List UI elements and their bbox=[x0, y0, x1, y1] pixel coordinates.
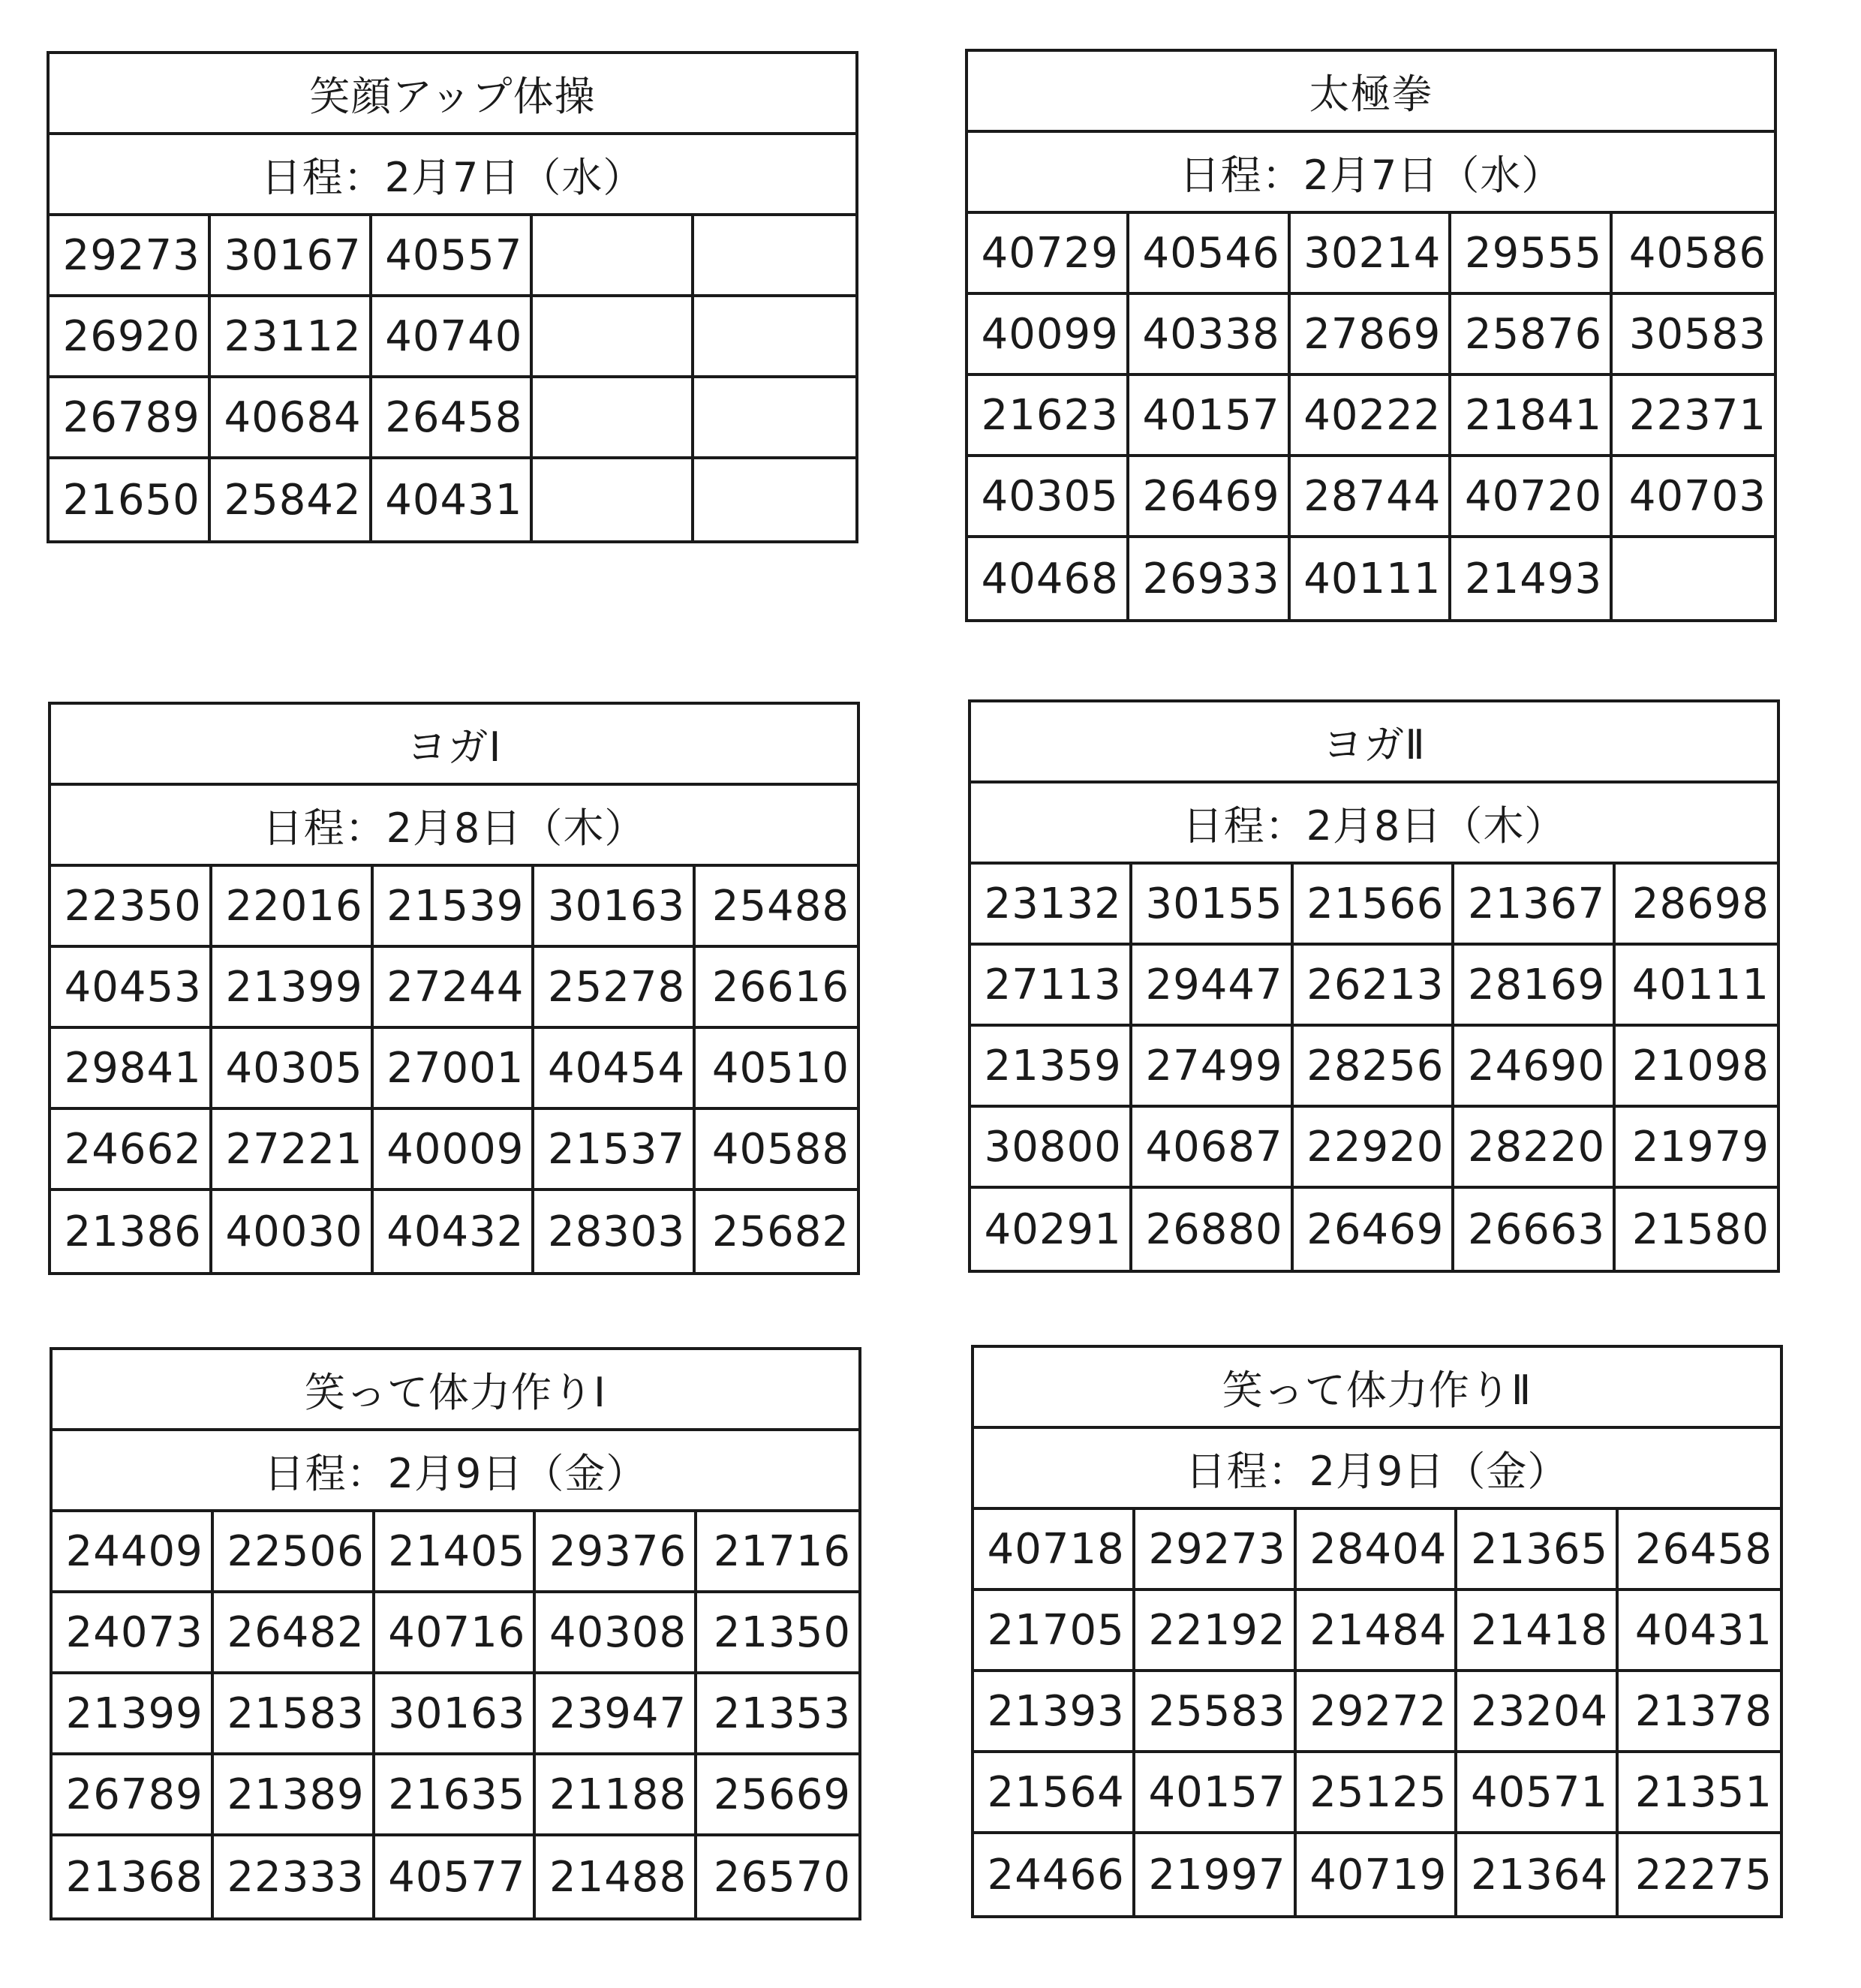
schedule-date: 日程：2月7日（水） bbox=[50, 135, 855, 216]
number-cell: 21566 bbox=[1294, 865, 1455, 946]
number-cell: 25876 bbox=[1451, 295, 1613, 376]
number-cell: 24466 bbox=[974, 1834, 1135, 1915]
number-cell: 25669 bbox=[697, 1755, 858, 1836]
number-cell: 40099 bbox=[968, 295, 1129, 376]
number-cell: 24662 bbox=[51, 1110, 212, 1191]
schedule-title: 笑って体力作りⅠ bbox=[53, 1350, 858, 1431]
number-cell: 21386 bbox=[51, 1191, 212, 1272]
schedule-date: 日程：2月9日（金） bbox=[53, 1431, 858, 1512]
number-cell: 22371 bbox=[1613, 376, 1774, 457]
schedule-date: 日程：2月8日（木） bbox=[51, 786, 857, 867]
number-cell: 22333 bbox=[214, 1836, 375, 1917]
number-cell: 26482 bbox=[214, 1593, 375, 1674]
number-cell: 40157 bbox=[1135, 1753, 1297, 1834]
number-cell: 21393 bbox=[974, 1672, 1135, 1753]
number-cell: 40577 bbox=[375, 1836, 537, 1917]
number-cell: 40703 bbox=[1613, 457, 1774, 538]
number-cell: 29273 bbox=[1135, 1510, 1297, 1591]
number-cell: 30163 bbox=[534, 867, 696, 948]
number-cell bbox=[694, 459, 855, 540]
number-cell: 24409 bbox=[53, 1512, 214, 1593]
schedule-date: 日程：2月9日（金） bbox=[974, 1429, 1780, 1510]
number-cell: 29273 bbox=[50, 216, 211, 297]
number-cell bbox=[533, 216, 694, 297]
number-cell: 26616 bbox=[696, 948, 857, 1029]
number-cell: 21979 bbox=[1616, 1108, 1777, 1189]
number-cell: 25278 bbox=[534, 948, 696, 1029]
number-cell: 40740 bbox=[372, 297, 534, 378]
number-cell: 21365 bbox=[1457, 1510, 1619, 1591]
schedule-date: 日程：2月8日（木） bbox=[971, 783, 1777, 865]
number-cell: 26663 bbox=[1454, 1189, 1616, 1270]
schedule-table-yoga-2 bbox=[968, 699, 1780, 1273]
participant-number-grid bbox=[971, 865, 1777, 1270]
number-cell: 21188 bbox=[536, 1755, 697, 1836]
number-cell: 21399 bbox=[212, 948, 374, 1029]
number-cell: 27001 bbox=[374, 1029, 535, 1110]
number-cell: 26469 bbox=[1294, 1189, 1455, 1270]
number-cell: 40308 bbox=[536, 1593, 697, 1674]
schedule-date: 日程：2月7日（水） bbox=[968, 133, 1774, 214]
number-cell: 21389 bbox=[214, 1755, 375, 1836]
number-cell: 26789 bbox=[53, 1755, 214, 1836]
number-cell: 26469 bbox=[1129, 457, 1291, 538]
number-cell: 21405 bbox=[375, 1512, 537, 1593]
number-cell: 21841 bbox=[1451, 376, 1613, 457]
number-cell: 40684 bbox=[211, 378, 372, 459]
number-cell: 21493 bbox=[1451, 538, 1613, 619]
number-cell: 21705 bbox=[974, 1591, 1135, 1672]
number-cell: 21098 bbox=[1616, 1027, 1777, 1108]
number-cell: 40305 bbox=[968, 457, 1129, 538]
number-cell: 28169 bbox=[1454, 946, 1616, 1027]
number-cell: 21997 bbox=[1135, 1834, 1297, 1915]
number-cell: 21564 bbox=[974, 1753, 1135, 1834]
number-cell: 21580 bbox=[1631, 1205, 1769, 1254]
number-cell: 28220 bbox=[1454, 1108, 1616, 1189]
number-cell: 21353 bbox=[697, 1674, 858, 1755]
number-cell: 21716 bbox=[697, 1512, 858, 1593]
number-cell: 27244 bbox=[374, 948, 535, 1029]
number-cell: 25842 bbox=[211, 459, 372, 540]
number-cell: 25583 bbox=[1135, 1672, 1297, 1753]
number-cell: 28303 bbox=[534, 1191, 696, 1272]
number-cell: 27499 bbox=[1132, 1027, 1294, 1108]
number-cell: 40009 bbox=[374, 1110, 535, 1191]
number-cell: 22920 bbox=[1294, 1108, 1455, 1189]
number-cell: 23112 bbox=[211, 297, 372, 378]
number-cell: 24073 bbox=[53, 1593, 214, 1674]
number-cell: 21583 bbox=[214, 1674, 375, 1755]
number-cell: 26458 bbox=[1619, 1510, 1780, 1591]
number-cell: 22016 bbox=[212, 867, 374, 948]
number-cell: 23204 bbox=[1457, 1672, 1619, 1753]
number-cell: 21367 bbox=[1454, 865, 1616, 946]
schedule-title: 笑顔アップ体操 bbox=[50, 54, 855, 135]
number-cell: 28744 bbox=[1291, 457, 1452, 538]
number-cell: 21368 bbox=[53, 1836, 214, 1917]
number-cell: 21364 bbox=[1457, 1834, 1619, 1915]
participant-number-grid bbox=[53, 1512, 858, 1917]
participant-number-grid bbox=[51, 867, 857, 1272]
number-cell: 26880 bbox=[1132, 1189, 1294, 1270]
schedule-table-taikyokuken bbox=[965, 49, 1777, 622]
number-cell: 40111 bbox=[1616, 946, 1777, 1027]
number-cell bbox=[694, 297, 855, 378]
number-cell: 40546 bbox=[1129, 214, 1291, 295]
number-cell: 21650 bbox=[50, 459, 211, 540]
number-cell: 40586 bbox=[1613, 214, 1774, 295]
number-cell: 21537 bbox=[534, 1110, 696, 1191]
number-cell: 27221 bbox=[212, 1110, 374, 1191]
participant-number-grid bbox=[974, 1510, 1780, 1915]
schedule-title: ヨガⅡ bbox=[971, 702, 1777, 783]
number-cell: 40431 bbox=[372, 459, 534, 540]
number-cell: 30800 bbox=[971, 1108, 1132, 1189]
number-cell: 21418 bbox=[1457, 1591, 1619, 1672]
number-cell: 40431 bbox=[1619, 1591, 1780, 1672]
number-cell: 29555 bbox=[1451, 214, 1613, 295]
schedule-table-egao-up-taiso bbox=[47, 51, 858, 543]
number-cell: 40468 bbox=[968, 538, 1129, 619]
number-cell: 29447 bbox=[1132, 946, 1294, 1027]
number-cell: 40222 bbox=[1291, 376, 1452, 457]
number-cell: 26933 bbox=[1129, 538, 1291, 619]
number-cell: 28404 bbox=[1297, 1510, 1458, 1591]
number-cell: 30583 bbox=[1613, 295, 1774, 376]
participant-number-grid bbox=[50, 216, 855, 540]
number-cell: 21351 bbox=[1619, 1753, 1780, 1834]
number-cell: 21635 bbox=[375, 1755, 537, 1836]
participant-number-grid bbox=[968, 214, 1774, 619]
number-cell: 21484 bbox=[1297, 1591, 1458, 1672]
number-cell: 40432 bbox=[374, 1191, 535, 1272]
number-cell: 28256 bbox=[1294, 1027, 1455, 1108]
number-cell: 27113 bbox=[971, 946, 1132, 1027]
number-cell: 40305 bbox=[212, 1029, 374, 1110]
number-cell: 22275 bbox=[1634, 1850, 1772, 1899]
number-cell: 40588 bbox=[696, 1110, 857, 1191]
number-cell: 40157 bbox=[1129, 376, 1291, 457]
number-cell: 21359 bbox=[971, 1027, 1132, 1108]
number-cell: 40510 bbox=[696, 1029, 857, 1110]
schedule-title: ヨガⅠ bbox=[51, 705, 857, 786]
schedule-title: 笑って体力作りⅡ bbox=[974, 1348, 1780, 1429]
number-cell: 26570 bbox=[713, 1852, 851, 1902]
number-cell: 24690 bbox=[1454, 1027, 1616, 1108]
number-cell: 29841 bbox=[51, 1029, 212, 1110]
number-cell: 21539 bbox=[374, 867, 535, 948]
number-cell: 21399 bbox=[53, 1674, 214, 1755]
number-cell: 40719 bbox=[1297, 1834, 1458, 1915]
number-cell: 26789 bbox=[50, 378, 211, 459]
number-cell: 29272 bbox=[1297, 1672, 1458, 1753]
number-cell: 40030 bbox=[212, 1191, 374, 1272]
number-cell: 26458 bbox=[372, 378, 534, 459]
number-cell: 29376 bbox=[536, 1512, 697, 1593]
number-cell: 40729 bbox=[968, 214, 1129, 295]
number-cell: 21350 bbox=[697, 1593, 858, 1674]
number-cell: 23947 bbox=[536, 1674, 697, 1755]
number-cell bbox=[1613, 538, 1774, 619]
number-cell: 21623 bbox=[968, 376, 1129, 457]
number-cell: 25125 bbox=[1297, 1753, 1458, 1834]
number-cell: 40557 bbox=[372, 216, 534, 297]
number-cell: 40720 bbox=[1451, 457, 1613, 538]
number-cell: 26213 bbox=[1294, 946, 1455, 1027]
number-cell bbox=[694, 378, 855, 459]
number-cell: 21378 bbox=[1619, 1672, 1780, 1753]
number-cell: 40687 bbox=[1132, 1108, 1294, 1189]
number-cell: 30163 bbox=[375, 1674, 537, 1755]
number-cell bbox=[694, 216, 855, 297]
number-cell: 40571 bbox=[1457, 1753, 1619, 1834]
number-cell: 26920 bbox=[50, 297, 211, 378]
number-cell: 23132 bbox=[971, 865, 1132, 946]
number-cell: 30214 bbox=[1291, 214, 1452, 295]
number-cell: 22350 bbox=[51, 867, 212, 948]
number-cell: 40111 bbox=[1291, 538, 1452, 619]
number-cell: 40718 bbox=[974, 1510, 1135, 1591]
number-cell: 25488 bbox=[696, 867, 857, 948]
number-cell: 28698 bbox=[1616, 865, 1777, 946]
number-cell bbox=[533, 297, 694, 378]
number-cell: 27869 bbox=[1291, 295, 1452, 376]
number-cell bbox=[533, 378, 694, 459]
number-cell: 40454 bbox=[534, 1029, 696, 1110]
number-cell bbox=[533, 459, 694, 540]
number-cell: 30167 bbox=[211, 216, 372, 297]
number-cell: 40453 bbox=[51, 948, 212, 1029]
schedule-table-waratte-tairyoku-2 bbox=[971, 1345, 1783, 1918]
number-cell: 30155 bbox=[1132, 865, 1294, 946]
schedule-table-yoga-1 bbox=[48, 702, 860, 1275]
number-cell: 22506 bbox=[214, 1512, 375, 1593]
number-cell: 40338 bbox=[1129, 295, 1291, 376]
number-cell: 40716 bbox=[375, 1593, 537, 1674]
number-cell: 22192 bbox=[1135, 1591, 1297, 1672]
schedule-title: 太極拳 bbox=[968, 52, 1774, 133]
number-cell: 21488 bbox=[536, 1836, 697, 1917]
number-cell: 40291 bbox=[971, 1189, 1132, 1270]
number-cell: 25682 bbox=[711, 1207, 849, 1256]
schedule-table-waratte-tairyoku-1 bbox=[50, 1347, 861, 1920]
